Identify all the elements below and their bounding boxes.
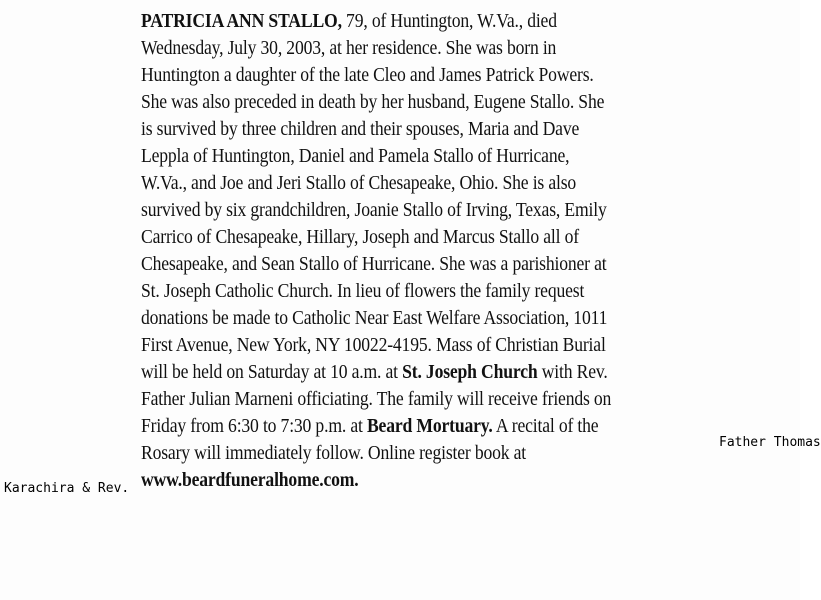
obituary-line-1 [141, 8, 557, 35]
obituary-line-8: survived by six grandchildren, Joanie Stallo of Irving, Texas, Emily [141, 199, 607, 221]
obituary-line-2: Wednesday, July 30, 2003, at her residence. She was born in [141, 37, 557, 59]
obituary-line-4: She was also preceded in death by her husband, Eugene Stallo. She [141, 91, 605, 113]
typed-insert-father-thomas: Father Thomas [719, 435, 821, 450]
obituary-line-14 [141, 359, 608, 386]
obituary-line-15 [141, 386, 611, 413]
obituary-line-11: St. Joseph Catholic Church. In lieu of flowers the family request [141, 280, 585, 302]
obituary-line-9: Carrico of Chesapeake, Hillary, Joseph and Marcus Stallo all of [141, 226, 579, 248]
obituary-line-10: Chesapeake, and Sean Stallo of Hurricane. She was a parishioner at [141, 253, 607, 275]
obituary-line-1-text: 79, of Huntington, W.Va., died [341, 10, 557, 32]
officiant-text: Father Julian Marneni officiating. The family will receive friends on [141, 388, 612, 410]
mortuary-name: Beard Mortuary. [366, 415, 493, 437]
obituary-line-3: Huntington a daughter of the late Cleo and James Patrick Powers. [141, 64, 594, 86]
obituary-line-6: Leppla of Huntington, Daniel and Pamela Stallo of Hurricane, [141, 145, 570, 167]
recital-text: A recital of the [492, 415, 599, 437]
church-name: St. Joseph Church [402, 361, 538, 383]
obituary-line-7: W.Va., and Joe and Jeri Stallo of Chesapeake, Ohio. She is also [141, 172, 577, 194]
funeral-home-website: www.beardfuneralhome.com. [141, 469, 359, 491]
deceased-name: PATRICIA ANN STALLO, [141, 10, 342, 32]
visitation-text: Friday from 6:30 to 7:30 p.m. at [141, 415, 367, 437]
obituary-line-17: Rosary will immediately follow. Online register book at [141, 442, 527, 464]
officiant-intro-text: with Rev. [537, 361, 608, 383]
obituary-line-16 [141, 413, 598, 440]
obituary-line-12: donations be made to Catholic Near East Welfare Association, 1011 [141, 307, 608, 329]
obituary-line-5: is survived by three children and their spouses, Maria and Dave [141, 118, 580, 140]
obituary-line-13: First Avenue, New York, NY 10022-4195. Mass of Christian Burial [141, 334, 606, 356]
typed-insert-karachira: Karachira & Rev. [4, 481, 130, 496]
service-details-text: will be held on Saturday at 10 a.m. at [141, 361, 403, 383]
